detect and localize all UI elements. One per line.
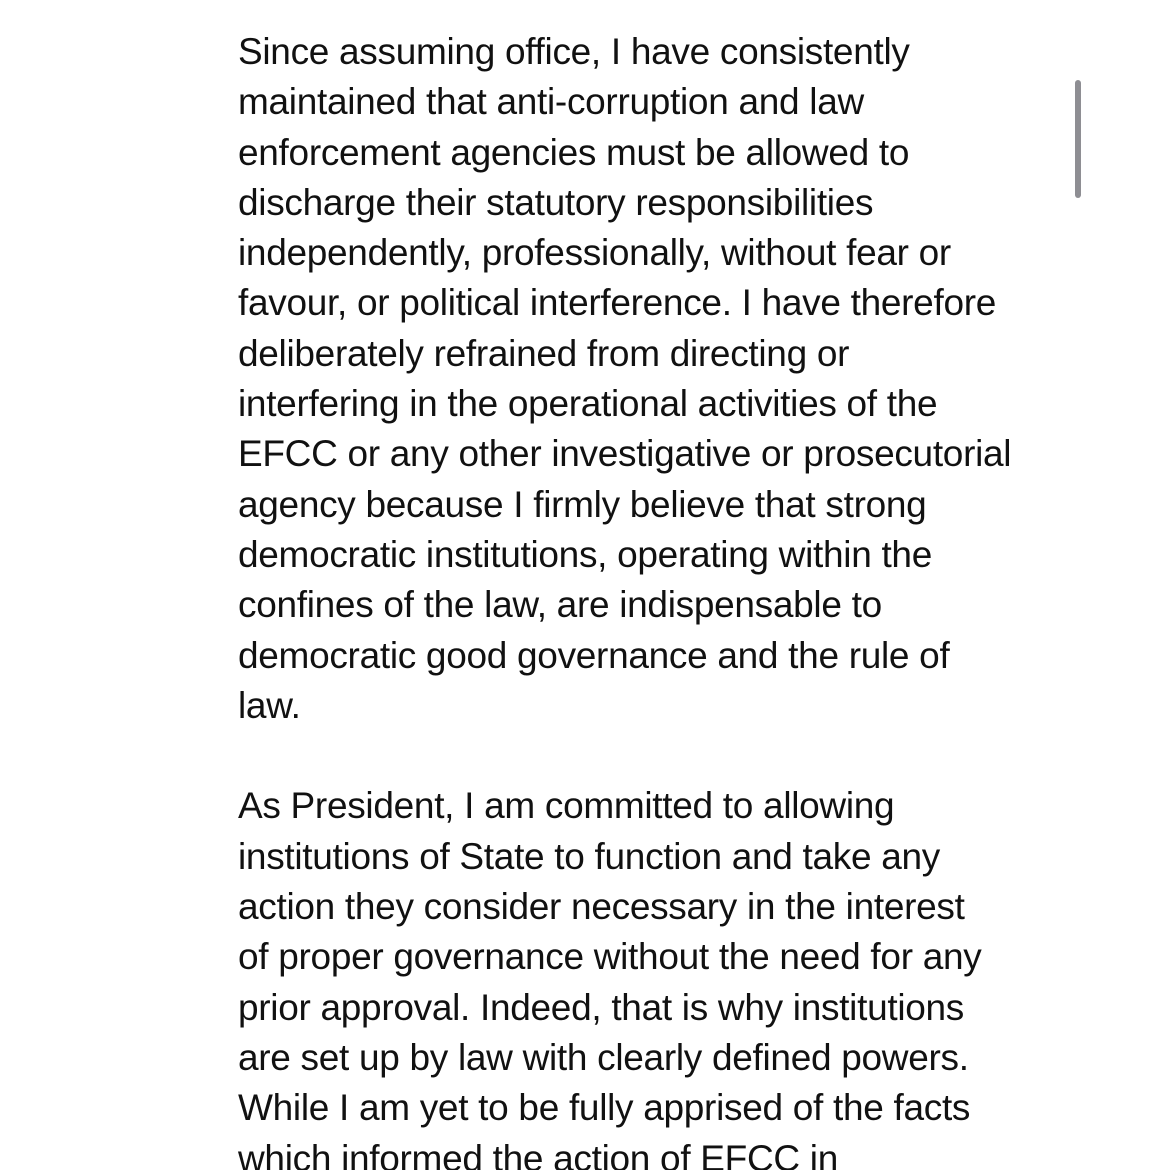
text-line: action they consider necessary in the interest [238,886,965,928]
text-line: of proper governance without the need for any [238,936,982,978]
text-line: While I am yet to be fully apprised of the facts [238,1087,971,1129]
text-line: independently, professionally, without fear or [238,232,951,274]
text-line: prior approval. Indeed, that is why institutions [238,986,964,1028]
text-line: EFCC or any other investigative or prosecutorial [238,433,1012,475]
paragraph-2 [238,781,1098,1170]
scrollbar-thumb[interactable] [1075,80,1081,198]
text-line: are set up by law with clearly defined powers. [238,1036,969,1078]
statement-text [238,27,1098,1170]
text-line: deliberately refrained from directing or [238,332,850,374]
text-line: enforcement agencies must be allowed to [238,131,910,173]
text-line: which informed the action of EFCC in [238,1137,838,1170]
paragraph-1 [238,27,1098,731]
text-line: As President, I am committed to allowing [238,785,895,827]
text-line: democratic good governance and the rule of [238,634,950,676]
text-line: maintained that anti-corruption and law [238,81,864,123]
text-line: agency because I firmly believe that strong [238,483,927,525]
text-line: law. [238,684,301,726]
text-line: institutions of State to function and take any [238,835,940,877]
text-line: Since assuming office, I have consistently [238,31,910,72]
paragraph-spacer [238,731,1098,781]
text-line: favour, or political interference. I have therefore [238,282,997,324]
text-line: interfering in the operational activities of the [238,383,938,425]
vertical-scrollbar[interactable] [1070,70,1086,210]
text-line: discharge their statutory responsibilities [238,181,874,223]
text-line: democratic institutions, operating within the [238,533,932,575]
text-line: confines of the law, are indispensable to [238,584,882,626]
